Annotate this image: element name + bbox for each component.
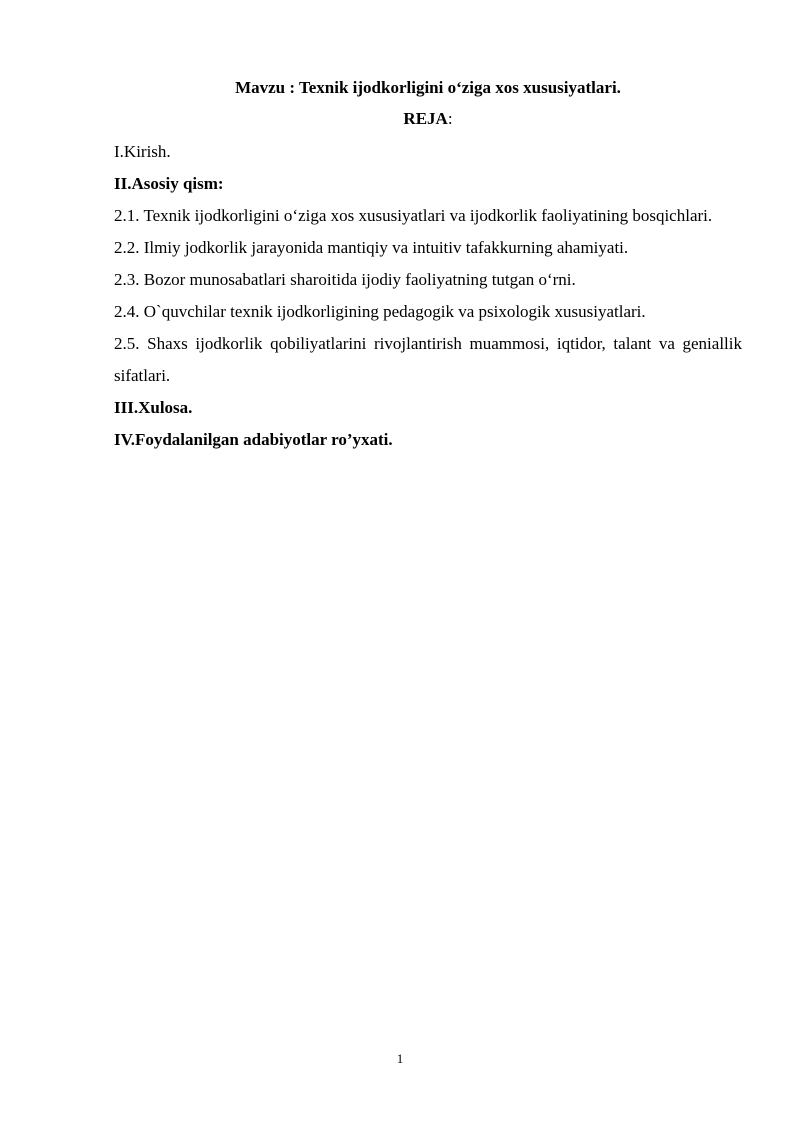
document-body bbox=[114, 74, 742, 456]
plan-item-2-1: 2.1. Texnik ijodkorligini o‘ziga xos xususiyatlari va ijodkorlik faoliyatining bosqichlari. bbox=[114, 206, 713, 225]
plan-item-introduction: I.Kirish. bbox=[114, 142, 171, 161]
plan-item-2-5: 2.5. Shaxs ijodkorlik qobiliyatlarini rivojlantirish muammosi, iqtidor, talant va geniallik sifatlari. bbox=[114, 334, 742, 385]
plan-heading bbox=[114, 102, 742, 136]
plan-item-2-3: 2.3. Bozor munosabatlari sharoitida ijodiy faoliyatning tutgan o‘rni. bbox=[114, 270, 576, 289]
plan-item-main-part: II.Asosiy qism: bbox=[114, 174, 224, 193]
plan-item-references: IV.Foydalanilgan adabiyotlar ro’yxati. bbox=[114, 430, 393, 449]
plan-item-conclusion: III.Xulosa. bbox=[114, 398, 193, 417]
plan-heading-label: REJA bbox=[403, 109, 448, 128]
plan-item-2-4: 2.4. O`quvchilar texnik ijodkorligining pedagogik va psixologik xususiyatlari. bbox=[114, 302, 646, 321]
plan-heading-colon: : bbox=[447, 109, 453, 128]
page-number: 1 bbox=[396, 1051, 404, 1066]
document-title: Mavzu : Texnik ijodkorligini o‘ziga xos xususiyatlari. bbox=[235, 78, 621, 97]
plan-item-2-2: 2.2. Ilmiy jodkorlik jarayonida mantiqiy va intuitiv tafakkurning ahamiyati. bbox=[114, 238, 629, 257]
